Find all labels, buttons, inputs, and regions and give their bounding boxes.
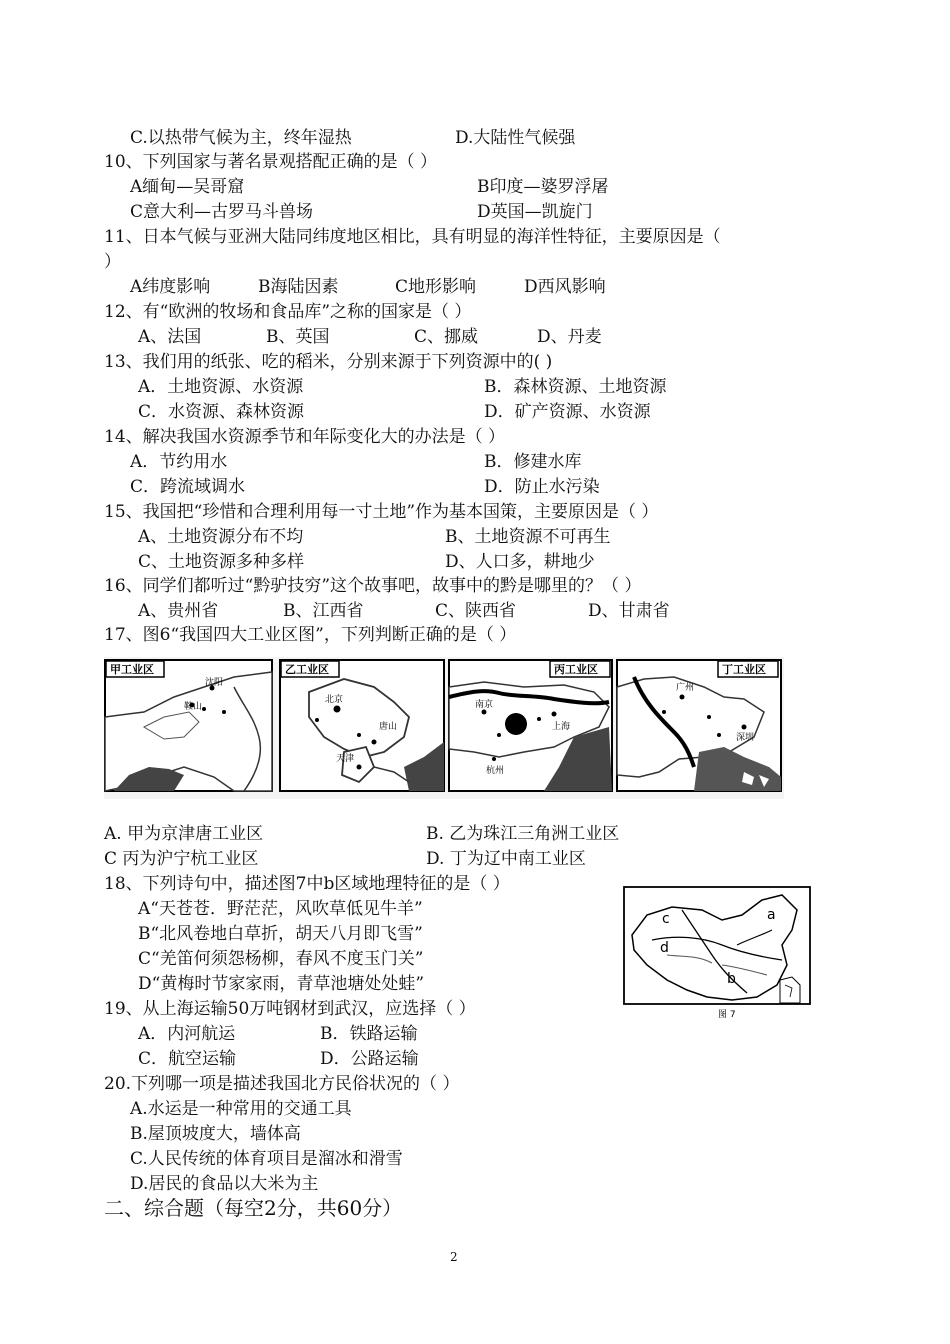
q20-option-d: D.居民的食品以大米为主 xyxy=(130,1174,319,1194)
q12-option-c: C、挪威 xyxy=(414,327,479,347)
q16-stem: 16、同学们都听过“黔驴技穷”这个故事吧，故事中的黔是哪里的？（ ） xyxy=(104,576,642,596)
q18-stem: 18、下列诗句中，描述图7中b区域地理特征的是（ ） xyxy=(104,874,510,894)
industrial-zones-map xyxy=(104,657,784,799)
q20-option-a: A.水运是一种常用的交通工具 xyxy=(130,1099,352,1119)
q13-option-b: B．森林资源、土地资源 xyxy=(484,377,667,397)
city-shanghai: 上海 xyxy=(552,722,571,732)
region-label-a: a xyxy=(767,907,776,923)
q13-option-c: C．水资源、森林资源 xyxy=(138,402,305,422)
q17-stem: 17、图6“我国四大工业区图”，下列判断正确的是（ ） xyxy=(104,625,517,645)
q18-option-d: D“黄梅时节家家雨，青草池塘处处蛙” xyxy=(138,974,425,994)
q19-option-c: C．航空运输 xyxy=(138,1049,237,1069)
region-label-c: c xyxy=(662,911,670,927)
q10-stem: 10、下列国家与著名景观搭配正确的是（ ） xyxy=(104,152,438,172)
china-regions-map xyxy=(622,885,812,1023)
panel-jia-title: 甲工业区 xyxy=(110,663,154,676)
city-tangshan: 唐山 xyxy=(379,722,398,732)
q11-stem: 11、日本气候与亚洲大陆同纬度地区相比，具有明显的海洋性特征，主要原因是（ xyxy=(104,227,721,247)
q11-option-c: C地形影响 xyxy=(395,277,477,297)
q15-option-c: C、土地资源多种多样 xyxy=(138,552,305,572)
city-anshan: 鞍山 xyxy=(184,702,203,712)
q15-option-a: A、土地资源分布不均 xyxy=(138,527,304,547)
map-panel-bing xyxy=(449,660,612,791)
panel-bing-title: 丙工业区 xyxy=(554,663,598,676)
q14-option-c: C．跨流域调水 xyxy=(130,477,246,497)
q11-option-a: A纬度影响 xyxy=(130,277,211,297)
map-panel-ding xyxy=(617,660,781,791)
q15-stem: 15、我国把“珍惜和合理利用每一寸土地”作为基本国策，主要原因是（ ） xyxy=(104,502,659,522)
q18-option-b: B“北风卷地白草折，胡天八月即飞雪” xyxy=(138,924,423,944)
q19-option-d: D．公路运输 xyxy=(320,1049,419,1069)
city-nanjing: 南京 xyxy=(475,700,494,710)
q14-stem: 14、解决我国水资源季节和年际变化大的办法是（ ） xyxy=(104,427,506,447)
q11-stem-end: ） xyxy=(104,252,121,272)
q14-option-a: A．节约用水 xyxy=(130,452,228,472)
q19-option-a: A．内河航运 xyxy=(138,1024,236,1044)
q9-option-c: C.以热带气候为主，终年湿热 xyxy=(130,128,352,148)
q19-option-b: B．铁路运输 xyxy=(320,1024,418,1044)
q18-option-a: A“天苍苍．野茫茫，风吹草低见牛羊” xyxy=(138,899,423,919)
region-label-d: d xyxy=(660,940,669,956)
q10-option-b: B印度—婆罗浮屠 xyxy=(477,177,609,197)
page-number: 2 xyxy=(450,1250,458,1264)
q14-option-d: D．防止水污染 xyxy=(484,477,600,497)
q12-option-d: D、丹麦 xyxy=(537,327,602,347)
city-guangzhou: 广州 xyxy=(676,683,695,693)
city-hangzhou: 杭州 xyxy=(486,766,505,776)
q19-stem: 19、从上海运输50万吨钢材到武汉，应选择（ ） xyxy=(104,999,476,1019)
q13-stem: 13、我们用的纸张、吃的稻米，分别来源于下列资源中的( ) xyxy=(104,352,553,372)
q17-option-c: C 丙为沪宁杭工业区 xyxy=(104,849,259,869)
region-label-b: b xyxy=(727,971,736,987)
q15-option-b: B、土地资源不可再生 xyxy=(445,527,611,547)
q20-option-b: B.屋顶坡度大，墙体高 xyxy=(130,1124,301,1144)
q11-option-b: B海陆因素 xyxy=(258,277,339,297)
q20-stem: 20.下列哪一项是描述我国北方民俗状况的（ ） xyxy=(104,1074,460,1094)
q18-option-c: C“羌笛何须怨杨柳，春风不度玉门关” xyxy=(138,949,424,969)
city-shenyang: 沈阳 xyxy=(205,678,224,688)
map-panel-yi xyxy=(280,660,444,791)
q17-option-b: B. 乙为珠江三角洲工业区 xyxy=(426,824,620,844)
map-panel-jia xyxy=(105,660,272,791)
q10-option-d: D英国—凯旋门 xyxy=(477,202,593,222)
q12-option-a: A、法国 xyxy=(138,327,202,347)
q20-option-c: C.人民传统的体育项目是溜冰和滑雪 xyxy=(130,1149,403,1169)
figure-7-caption: 图 7 xyxy=(718,1010,736,1020)
q14-option-b: B．修建水库 xyxy=(484,452,582,472)
q11-option-d: D西风影响 xyxy=(524,277,606,297)
q13-option-a: A．土地资源、水资源 xyxy=(138,377,304,397)
q13-option-d: D．矿产资源、水资源 xyxy=(484,402,651,422)
city-beijing: 北京 xyxy=(325,695,344,705)
panel-yi-title: 乙工业区 xyxy=(285,663,329,676)
city-shenzhen: 深圳 xyxy=(736,733,755,743)
q16-option-d: D、甘肃省 xyxy=(588,601,670,621)
q12-stem: 12、有“欧洲的牧场和食品库”之称的国家是（ ） xyxy=(104,302,472,322)
q10-option-c: C意大利—古罗马斗兽场 xyxy=(130,202,314,222)
city-tianjin: 天津 xyxy=(336,754,355,764)
section-2-heading: 二、综合题（每空2分，共60分） xyxy=(104,1196,403,1220)
q15-option-d: D、人口多，耕地少 xyxy=(445,552,595,572)
q10-option-a: A缅甸—吴哥窟 xyxy=(130,177,245,197)
q16-option-c: C、陕西省 xyxy=(435,601,517,621)
panel-ding-title: 丁工业区 xyxy=(722,663,766,676)
q16-option-b: B、江西省 xyxy=(283,601,364,621)
q17-option-a: A. 甲为京津唐工业区 xyxy=(104,824,264,844)
q16-option-a: A、贵州省 xyxy=(138,601,219,621)
q9-option-d: D.大陆性气候强 xyxy=(455,128,576,148)
q12-option-b: B、英国 xyxy=(266,327,330,347)
q17-option-d: D. 丁为辽中南工业区 xyxy=(426,849,586,869)
